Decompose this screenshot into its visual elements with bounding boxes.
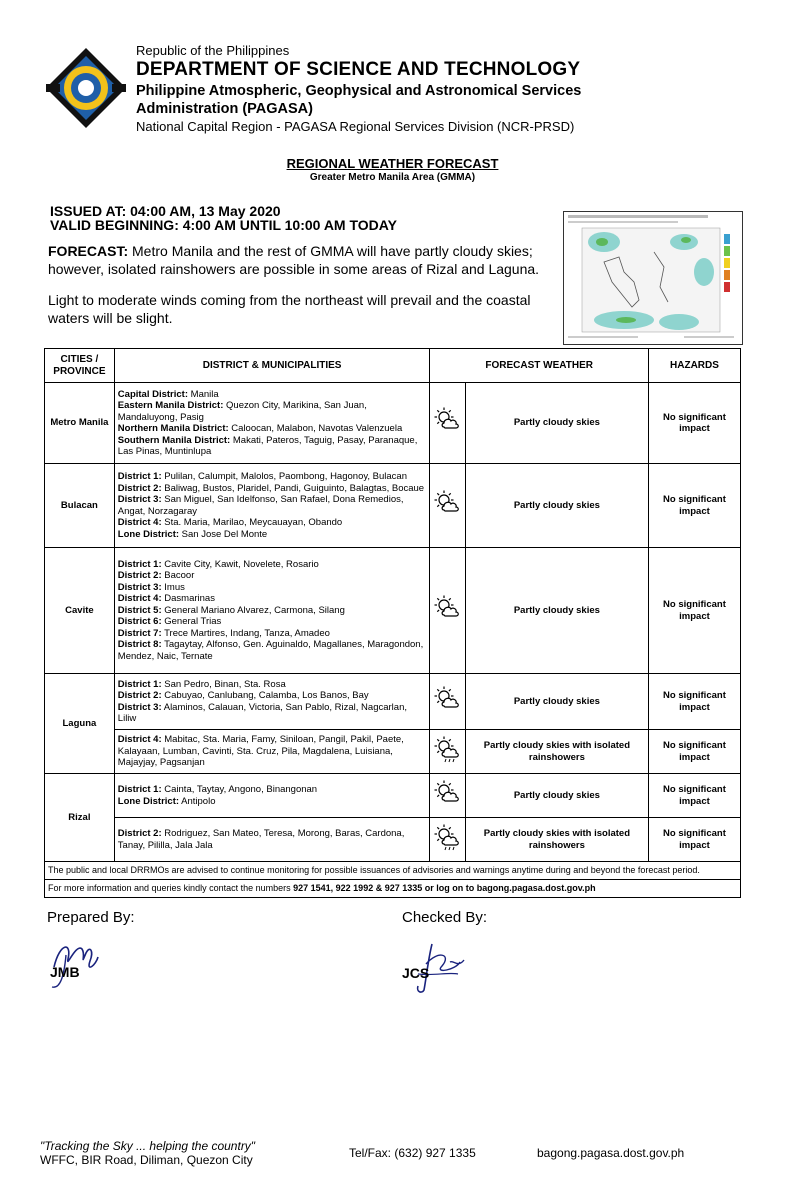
partly-cloudy-icon [430,674,465,730]
forecast-weather-cell: Partly cloudy skies [465,674,648,730]
hazards-cell: No significant impact [648,818,740,862]
district-municipalities: San Jose Del Monte [179,528,268,540]
partly-cloudy-icon [430,383,465,464]
district-municipalities: General Mariano Alvarez, Carmona, Silang [161,604,345,616]
district-label: District 1: [117,471,162,482]
province-cell: Cavite [45,548,115,674]
header-province: CITIES / PROVINCE [45,349,115,383]
hazards-cell: No significant impact [648,774,740,818]
contact-note-row [45,880,741,898]
hazards-cell: No significant impact [648,674,740,730]
district-label: District 3: [117,494,162,505]
page-subtitle: Greater Metro Manila Area (GMMA) [309,172,476,183]
rain-showers-icon [430,730,465,774]
partly-cloudy-icon [430,464,465,548]
district-line [118,734,427,769]
district-label: Southern Manila District: [117,434,231,446]
district-municipalities: San Pedro, Binan, Sta. Rosa [161,678,286,690]
hazards-cell: No significant impact [648,383,740,464]
page-title: REGIONAL WEATHER FORECAST [286,156,499,171]
district-label: District 5: [117,604,162,616]
prepared-initials: JMB [50,964,80,980]
district-municipalities: Trece Martires, Indang, Tanza, Amadeo [161,627,330,639]
district-line [118,400,427,423]
district-line [118,784,427,796]
district-municipalities: Mabitac, Sta. Maria, Famy, Siniloan, Pangil, Pakil, Paete, Kalayaan, Lumban, Cavinti, Sta. Cruz, Pila, Magdalena, Luisiana, Majayjay, Pagsanjan [117,734,404,769]
districts-cell [114,674,430,730]
table-row [45,383,741,464]
district-line [118,471,427,483]
district-municipalities: Tagaytay, Alfonso, Gen. Aguinaldo, Magallanes, Maragondon, Mendez, Naic, Ternate [117,639,424,662]
advisory-note: The public and local DRRMOs are advised to continue monitoring for possible issuances of advisories and warnings anytime during and beyond the forecast period. [45,862,741,880]
district-label: District 1: [117,678,162,690]
province-cell: Bulacan [45,464,115,548]
hazards-cell: No significant impact [648,464,740,548]
districts-cell [114,774,430,818]
agency-name: Philippine Atmospheric, Geophysical and Astronomical Services Administration (PAGASA) [136,83,582,117]
issued-block [50,204,397,232]
table-row [45,548,741,674]
district-municipalities: Cavite City, Kawit, Novelete, Rosario [161,558,319,570]
partly-cloudy-icon [430,548,465,674]
forecast-table [44,348,741,898]
province-cell: Rizal [45,774,115,862]
district-label: District 3: [117,581,162,593]
district-municipalities: Rodriguez, San Mateo, Teresa, Morong, Baras, Cardona, Tanay, Pililla, Jala Jala [117,828,405,851]
district-label: Capital District: [117,388,189,400]
forecast-weather-cell: Partly cloudy skies [465,464,648,548]
district-line [118,639,427,662]
district-label: Lone District: [117,528,180,540]
advisory-note-row [45,862,741,880]
pagasa-logo [44,46,128,130]
district-label: District 1: [117,784,162,795]
districts-cell [114,548,430,674]
province-cell: Metro Manila [45,383,115,464]
forecast-text: Metro Manila and the rest of GMMA will have partly cloudy skies; however, isolated rainshowers are possible in some areas of Rizal and Laguna. [48,243,540,277]
district-line [118,690,427,702]
district-label: District 2: [117,690,162,701]
forecast-weather-cell: Partly cloudy skies [465,548,648,674]
district-municipalities: Makati, Pateros, Taguig, Pasay, Paranaque, Las Pinas, Muntinlupa [117,434,418,457]
district-label: District 1: [117,558,162,570]
winds-paragraph: Light to moderate winds coming from the northeast will prevail and the coastal waters will be slight. [48,292,531,326]
table-row [45,464,741,548]
district-municipalities: Manila [188,388,219,400]
district-line [118,582,427,594]
district-line [118,529,427,541]
district-municipalities: Imus [161,581,185,593]
district-municipalities: Sta. Maria, Marilao, Meycauayan, Obando [161,517,343,528]
table-row [45,730,741,774]
weather-map-image [563,211,743,345]
table-row [45,674,741,730]
district-municipalities: Baliwag, Bustos, Plaridel, Pandi, Guiguinto, Balagtas, Bocaue [161,482,425,494]
footer-tagline: "Tracking the Sky ... helping the country" [40,1139,256,1153]
districts-cell [114,730,430,774]
district-label: Eastern Manila District: [117,400,224,411]
district-municipalities: Caloocan, Malabon, Navotas Valenzuela [228,423,403,434]
district-label: District 4: [117,593,162,605]
district-line [118,570,427,582]
district-municipalities: Pulilan, Calumpit, Malolos, Paombong, Hagonoy, Bulacan [161,471,408,482]
district-line [118,517,427,529]
contact-note-numbers: 927 1541, 922 1992 & 927 1335 or log on to bagong.pagasa.dost.gov.ph [293,882,596,893]
districts-cell [114,464,430,548]
table-row [45,818,741,862]
district-municipalities: Antipolo [179,795,216,807]
district-label: Northern Manila District: [117,423,229,434]
table-header-row [45,349,741,383]
districts-cell [114,383,430,464]
partly-cloudy-icon [430,774,465,818]
contact-note-prefix: For more information and queries kindly contact the numbers [48,882,294,893]
checked-by-label: Checked By: [402,909,488,926]
district-line [118,559,427,571]
district-municipalities: Quezon City, Marikina, San Juan, Mandaluyong, Pasig [117,400,367,423]
district-line [118,796,427,808]
district-municipalities: General Trias [161,616,222,628]
checked-initials: JCS [402,965,430,981]
header-hazards: HAZARDS [648,349,740,383]
hazards-cell: No significant impact [648,730,740,774]
district-label: District 2: [117,828,162,839]
hazards-cell: No significant impact [648,548,740,674]
forecast-paragraph [48,242,558,278]
header-forecast: FORECAST WEATHER [430,349,649,383]
district-label: District 4: [117,517,162,528]
district-municipalities: Cainta, Taytay, Angono, Binangonan [161,784,318,795]
forecast-weather-cell: Partly cloudy skies with isolated rainshowers [465,730,648,774]
footer-address: WFFC, BIR Road, Diliman, Quezon City [40,1153,253,1167]
district-line [118,605,427,617]
republic-text: Republic of the Philippines [136,43,290,58]
district-label: District 3: [117,701,162,713]
forecast-weather-cell: Partly cloudy skies with isolated rainshowers [465,818,648,862]
footer-telfax: Tel/Fax: (632) 927 1335 [349,1146,476,1160]
district-label: Lone District: [117,795,180,807]
district-line [118,616,427,628]
district-line [118,679,427,691]
district-municipalities: San Miguel, San Idelfonso, San Rafael, Dona Remedios, Angat, Norzagaray [117,494,404,517]
department-name: DEPARTMENT OF SCIENCE AND TECHNOLOGY [136,59,581,80]
prepared-by-label: Prepared By: [47,909,135,926]
district-label: District 7: [117,627,162,639]
district-line [118,628,427,640]
district-label: District 4: [117,734,162,746]
division-name: National Capital Region - PAGASA Regional Services Division (NCR-PRSD) [136,119,575,134]
rain-showers-icon [430,818,465,862]
contact-note [45,880,741,898]
forecast-label: FORECAST: [48,243,129,259]
prepared-signature [46,937,106,992]
district-municipalities: Bacoor [161,570,195,582]
district-municipalities: Alaminos, Calauan, Victoria, San Pablo, Rizal, Nagcarlan, Liliw [117,701,407,724]
district-line [118,435,427,458]
footer-website: bagong.pagasa.dost.gov.ph [537,1146,685,1160]
district-label: District 2: [117,482,162,494]
valid-period: VALID BEGINNING: 4:00 AM UNTIL 10:00 AM TODAY [50,217,397,233]
table-row [45,774,741,818]
issued-at: ISSUED AT: 04:00 AM, 13 May 2020 [50,203,281,219]
district-line [118,423,427,435]
district-label: District 2: [117,570,162,582]
district-municipalities: Cabuyao, Canlubang, Calamba, Los Banos, Bay [161,690,369,701]
district-line [118,593,427,605]
forecast-weather-cell: Partly cloudy skies [465,383,648,464]
forecast-weather-cell: Partly cloudy skies [465,774,648,818]
checked-signature [398,940,468,995]
province-cell: Laguna [45,674,115,774]
district-line [118,483,427,495]
district-line [118,389,427,401]
district-line [118,702,427,725]
districts-cell [114,818,430,862]
district-label: District 6: [117,616,162,628]
district-municipalities: Dasmarinas [161,593,215,605]
header-districts: DISTRICT & MUNICIPALITIES [114,349,430,383]
district-line [118,828,427,851]
district-line [118,494,427,517]
district-label: District 8: [117,639,162,651]
